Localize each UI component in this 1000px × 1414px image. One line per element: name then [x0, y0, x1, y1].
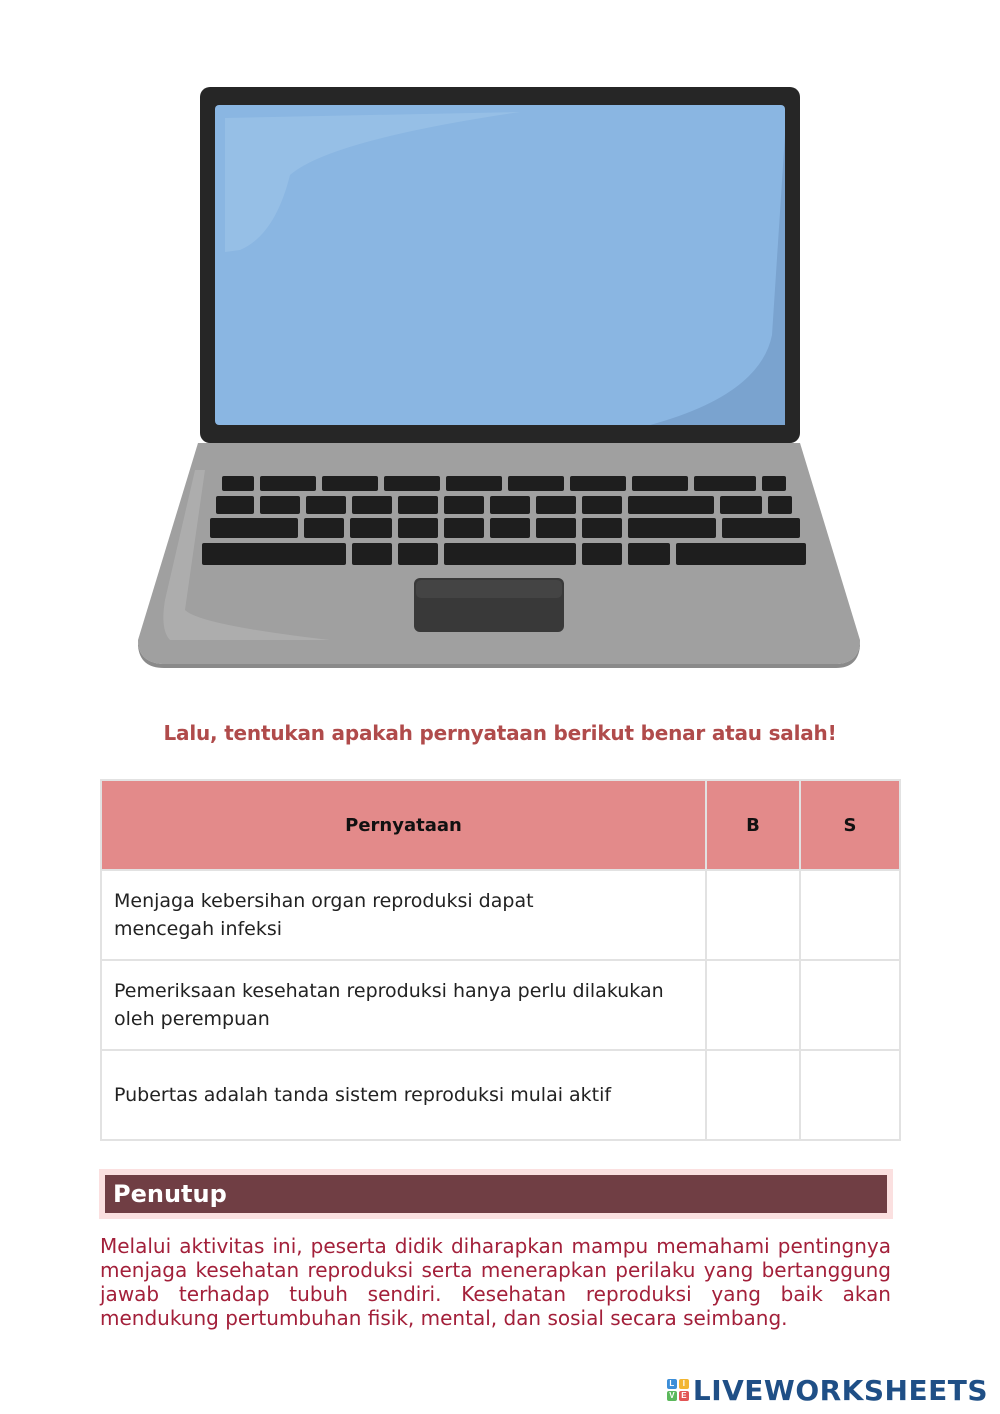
header-true: B [706, 780, 800, 870]
brand-name: LIVEWORKSHEETS [692, 1373, 988, 1407]
statement-line: Pubertas adalah tanda sistem reproduksi mulai aktif [114, 1084, 612, 1106]
table-row [101, 870, 900, 960]
instruction-text: Lalu, tentukan apakah pernyataan berikut benar atau salah! [163, 721, 837, 745]
statement-cell [101, 960, 706, 1050]
answer-true-cell[interactable] [706, 960, 800, 1050]
statement-line: Pemeriksaan kesehatan reproduksi hanya perlu dilakukan [114, 980, 664, 1002]
statement-cell [101, 1050, 706, 1140]
table-row [101, 960, 900, 1050]
answer-false-cell[interactable] [800, 870, 900, 960]
answer-false-cell[interactable] [800, 960, 900, 1050]
table-row [101, 1050, 900, 1140]
answer-true-cell[interactable] [706, 1050, 800, 1140]
true-false-table [100, 779, 901, 1141]
statement-cell [101, 870, 706, 960]
header-statement: Pernyataan [101, 780, 706, 870]
section-title: Penutup [105, 1175, 887, 1213]
closing-paragraph: Melalui aktivitas ini, peserta didik diharapkan mampu memahami pentingnya menjaga kesehatan reproduksi serta menerapkan perilaku yang bertanggung jawab terhadap tubuh sendiri. Kesehatan reproduksi yang baik akan mendukung pertumbuhan fisik, mental, dan sosial secara seimbang. [100, 1234, 891, 1330]
statement-line: mencegah infeksi [114, 918, 283, 940]
table-header-row [101, 780, 900, 870]
laptop-illustration [0, 0, 1000, 700]
header-false: S [800, 780, 900, 870]
answer-true-cell[interactable] [706, 870, 800, 960]
statement-line: oleh perempuan [114, 1008, 270, 1030]
brand-logo [667, 1372, 988, 1408]
answer-false-cell[interactable] [800, 1050, 900, 1140]
statement-line: Menjaga kebersihan organ reproduksi dapat [114, 890, 534, 912]
brand-icon: L I V E [667, 1379, 689, 1401]
